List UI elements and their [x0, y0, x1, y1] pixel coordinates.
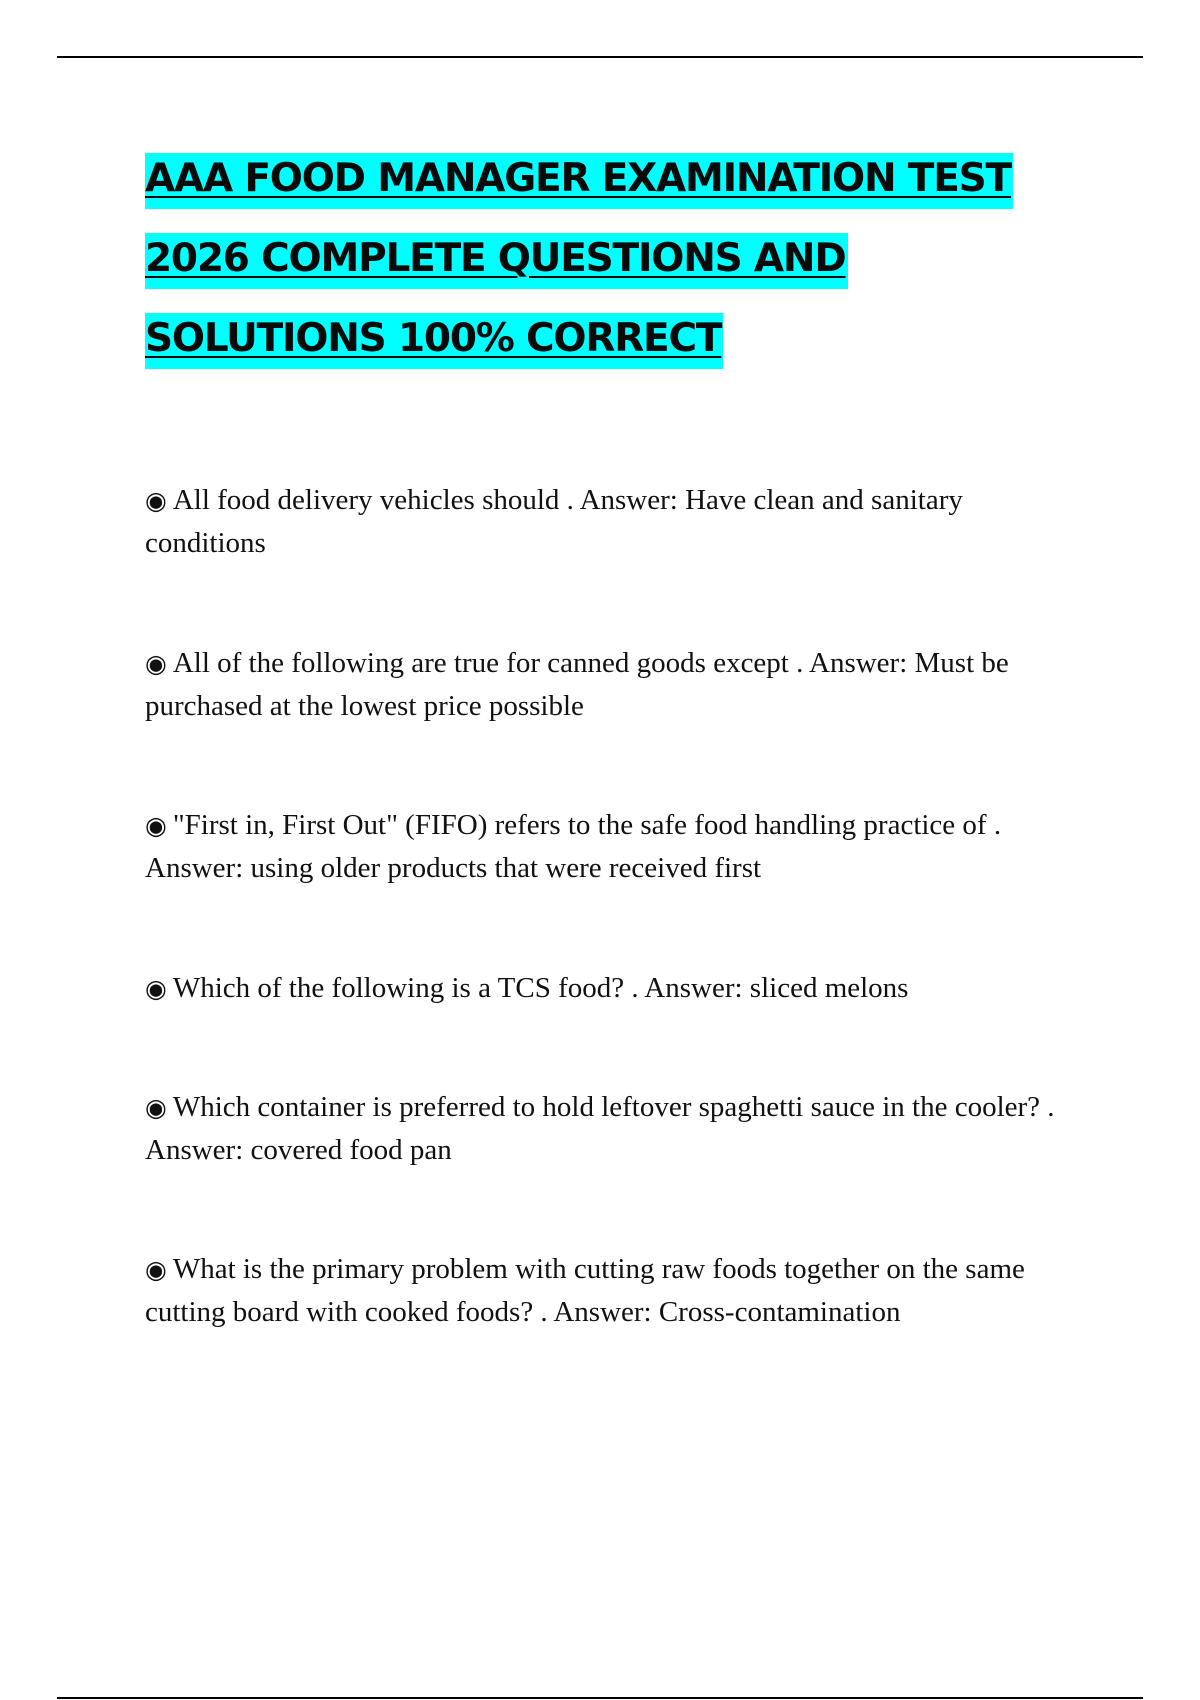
qa-item-4: [145, 967, 1090, 1010]
bullet-icon: ◉: [145, 811, 167, 840]
qa-item-5: [145, 1086, 1090, 1172]
qa-text: All of the following are true for canned goods except . Answer: Must be purchased at the lowest price possible: [145, 647, 1009, 722]
qa-item-3: [145, 804, 1090, 890]
qa-item-6: [145, 1248, 1090, 1334]
title-line-3: SOLUTIONS 100% CORRECT: [145, 313, 723, 369]
qa-item-2: [145, 642, 1090, 728]
qa-text: "First in, First Out" (FIFO) refers to the safe food handling practice of . Answer: using older products that were received first: [145, 809, 1002, 884]
footer-rule: [57, 1697, 1143, 1699]
bullet-icon: ◉: [145, 974, 167, 1003]
bullet-icon: ◉: [145, 486, 167, 515]
qa-text: Which of the following is a TCS food? . Answer: sliced melons: [172, 972, 909, 1004]
title-line-2: 2026 COMPLETE QUESTIONS AND: [145, 233, 848, 289]
bullet-icon: ◉: [145, 1093, 167, 1122]
bullet-icon: ◉: [145, 1255, 167, 1284]
qa-text: All food delivery vehicles should . Answer: Have clean and sanitary conditions: [145, 484, 963, 559]
title-line-1: AAA FOOD MANAGER EXAMINATION TEST: [145, 153, 1013, 209]
qa-text: What is the primary problem with cutting raw foods together on the same cutting board with cooked foods? . Answer: Cross-contamination: [145, 1253, 1025, 1328]
qa-item-1: [145, 479, 1090, 565]
qa-text: Which container is preferred to hold leftover spaghetti sauce in the cooler? . Answer: covered food pan: [145, 1091, 1055, 1166]
document-title: [145, 145, 1045, 385]
header-rule: [57, 56, 1143, 58]
bullet-icon: ◉: [145, 649, 167, 678]
